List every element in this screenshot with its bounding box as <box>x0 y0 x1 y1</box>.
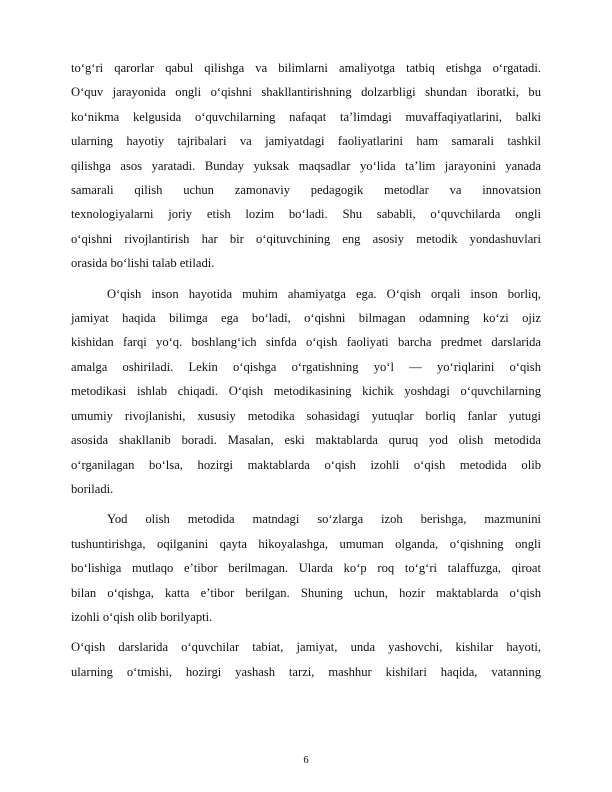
text-line: kishidan farqi yoʻq. boshlangʻich sinfda oʻqish faoliyati barcha predmet darslarida <box>71 335 541 350</box>
text-line: ularning oʻtmishi, hozirgi yashash tarzi, mashhur kishilari haqida, vatanning <box>71 664 541 679</box>
text-line: Oʻqish darslarida oʻquvchilar tabiat, jamiyat, unda yashovchi, kishilar hayoti, <box>71 640 541 655</box>
text-line: tushuntirishga, oqilganini qayta hikoyalashga, umuman olganda, oʻqishning ongli <box>71 536 541 551</box>
body-text <box>71 56 541 684</box>
text-line: ularning hayotiy tajribalari va jamiyatdagi faoliyatlarini ham samarali tashkil <box>71 134 541 149</box>
paragraph-4 <box>71 635 541 684</box>
text-line: koʻnikma kelgusida oʻquvchilarning nafaqat taʼlimdagi muvaffaqiyatlarini, balki <box>71 109 541 124</box>
text-line: izohli oʻqish olib borilyapti. <box>71 609 213 624</box>
paragraph-3 <box>71 507 541 629</box>
text-line: oʻqishni rivojlantirish har bir oʻqituvchining eng asosiy metodik yondashuvlari <box>71 231 541 246</box>
text-line: jamiyat haqida bilimga ega boʻladi, oʻqishni bilmagan odamning koʻzi ojiz <box>71 311 541 326</box>
text-line: asosida shakllanib boradi. Masalan, eski maktablarda quruq yod olish metodida <box>71 433 541 448</box>
text-line: qilishga asos yaratadi. Bunday yuksak maqsadlar yoʻlida taʼlim jarayonini yanada <box>71 158 541 173</box>
text-line: Oʻqish inson hayotida muhim ahamiyatga ega. Oʻqish orqali inson borliq, <box>107 286 541 301</box>
text-line: metodikasi ishlab chiqadi. Oʻqish metodikasining kichik yoshdagi oʻquvchilarning <box>71 384 541 399</box>
text-line: texnologiyalarni joriy etish lozim boʻladi. Shu sababli, oʻquvchilarda ongli <box>71 207 541 222</box>
text-line: Yod olish metodida matndagi soʻzlarga izoh berishga, mazmunini <box>107 512 541 527</box>
text-line: samarali qilish uchun zamonaviy pedagogik metodlar va innovatsion <box>71 183 541 198</box>
page-number: 6 <box>303 755 309 766</box>
text-line: orasida boʻlishi talab etiladi. <box>71 256 215 271</box>
text-line: umumiy rivojlanishi, xususiy metodika sohasidagi yutuqlar borliq fanlar yutugi <box>71 408 541 423</box>
text-line: amalga oshiriladi. Lekin oʻqishga oʻrgatishning yoʻl — yoʻriqlarini oʻqish <box>71 359 541 374</box>
text-line: Oʻquv jarayonida ongli oʻqishni shakllantirishning dolzarbligi shundan iboratki, bu <box>71 85 541 100</box>
text-line: boriladi. <box>71 481 114 496</box>
text-line: oʻrganilagan boʻlsa, hozirgi maktablarda oʻqish izohli oʻqish metodida olib <box>71 457 541 472</box>
paragraph-2 <box>71 282 541 502</box>
paragraph-1 <box>71 56 541 276</box>
text-line: boʻlishiga mutlaqo eʼtibor berilmagan. Ularda koʻp roq toʻgʻri talaffuzga, qiroat <box>71 561 541 576</box>
text-line: bilan oʻqishga, katta eʼtibor berilgan. Shuning uchun, hozir maktablarda oʻqish <box>71 585 541 600</box>
text-line: toʻgʻri qarorlar qabul qilishga va bilimlarni amaliyotga tatbiq etishga oʻrgatadi. <box>71 61 541 75</box>
